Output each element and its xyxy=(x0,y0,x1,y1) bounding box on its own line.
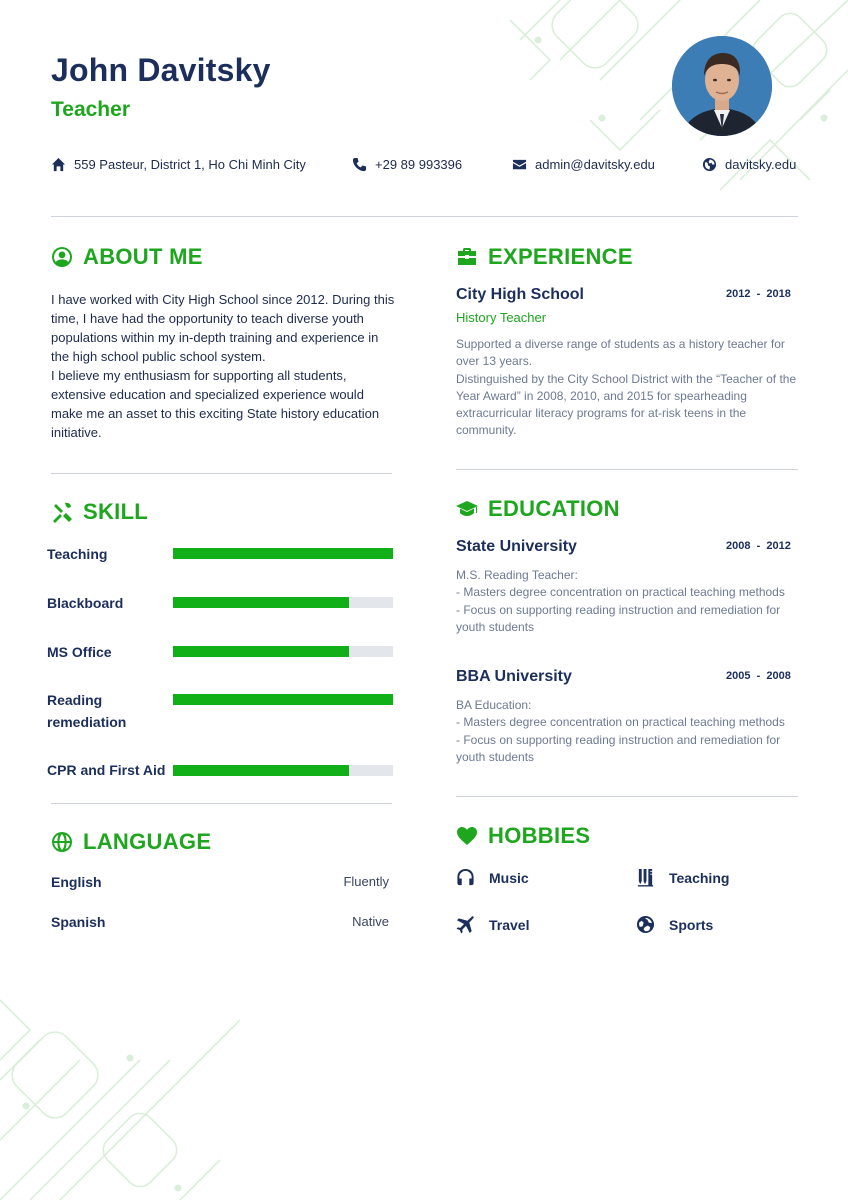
language-name: Spanish xyxy=(51,914,106,930)
skill-title: SKILL xyxy=(83,499,149,524)
hobbies-title: HOBBIES xyxy=(488,823,591,848)
pencil-ruler-icon xyxy=(636,868,655,887)
language-heading xyxy=(51,829,211,855)
skill-label: CPR and First Aid xyxy=(47,762,166,778)
heart-icon xyxy=(456,825,478,847)
hobby-item xyxy=(636,868,729,887)
contact-website[interactable] xyxy=(702,157,796,172)
briefcase-icon xyxy=(456,246,478,268)
education-divider xyxy=(456,796,798,797)
headphones-icon xyxy=(456,868,475,887)
plane-icon xyxy=(456,915,475,934)
education-school: BBA University xyxy=(456,668,572,685)
skill-divider xyxy=(51,803,392,804)
experience-heading xyxy=(456,244,633,270)
person-name: John Davitsky xyxy=(51,52,271,88)
skill-label: MS Office xyxy=(47,644,112,660)
about-heading xyxy=(51,244,203,270)
experience-description: Supported a diverse range of students as a history teacher for over 13 years. Distinguished by the City School District with the “Teacher of the Year Award” in 2008, 2010, and 2015 for spearheading extracurricular literacy programs for at-risk teens in the community. xyxy=(456,337,797,438)
education-years: 2008 - 2012 xyxy=(726,540,791,552)
hobby-label: Sports xyxy=(669,916,714,933)
language-item xyxy=(51,914,389,934)
experience-role: History Teacher xyxy=(456,310,547,325)
education-school: State University xyxy=(456,538,577,555)
education-heading xyxy=(456,496,620,522)
experience-employer: City High School xyxy=(456,286,584,303)
contact-phone[interactable] xyxy=(352,157,462,172)
language-name: English xyxy=(51,874,102,890)
language-title: LANGUAGE xyxy=(83,829,212,854)
contact-email[interactable] xyxy=(512,157,655,172)
header-divider xyxy=(51,216,798,217)
hobby-item xyxy=(636,915,713,934)
hobby-item xyxy=(456,868,529,887)
skill-bar-fill xyxy=(173,597,349,608)
profile-photo xyxy=(672,36,772,136)
skill-bar xyxy=(173,646,393,657)
hobby-label: Teaching xyxy=(669,869,730,886)
skill-bar xyxy=(173,765,393,776)
education-description: M.S. Reading Teacher: - Masters degree concentration on practical teaching methods - Focus on supporting reading instruction and remediation for youth students xyxy=(456,568,785,634)
ball-icon xyxy=(636,915,655,934)
experience-title: EXPERIENCE xyxy=(488,244,633,269)
contact-address xyxy=(51,157,306,172)
education-description: BA Education: - Masters degree concentration on practical teaching methods - Focus on supporting reading instruction and remediation for youth students xyxy=(456,698,785,764)
skill-bar-fill xyxy=(173,646,349,657)
website-text: davitsky.edu xyxy=(725,157,797,172)
home-icon xyxy=(51,157,66,172)
skill-bar xyxy=(173,694,393,705)
skill-label: Teaching xyxy=(47,546,108,562)
skill-bar-fill xyxy=(173,548,393,559)
skill-bar xyxy=(173,548,393,559)
experience-divider xyxy=(456,469,798,470)
about-title: ABOUT ME xyxy=(83,244,203,269)
globe-icon xyxy=(702,157,717,172)
skill-label: Blackboard xyxy=(47,595,124,611)
hobby-label: Travel xyxy=(489,916,530,933)
education-years: 2005 - 2008 xyxy=(726,670,791,682)
language-level: Fluently xyxy=(343,874,389,889)
skill-bar-fill xyxy=(173,694,393,705)
hobby-label: Music xyxy=(489,869,529,886)
hobbies-heading xyxy=(456,823,590,849)
skill-heading xyxy=(51,499,148,525)
user-circle-icon xyxy=(51,246,73,268)
phone-text: +29 89 993396 xyxy=(375,157,463,172)
skill-bar xyxy=(173,597,393,608)
tools-icon xyxy=(51,501,73,523)
graduation-cap-icon xyxy=(456,498,478,520)
about-paragraph: I have worked with City High School since 2012. During this time, I have had the opportunity to teach diverse youth populations within my in-depth training and experience in the high school public school system. I believe my enthusiasm for supporting all students, extensive education and specialized experience would make me an asset to this exciting State history education initiative. xyxy=(51,292,395,440)
language-level: Native xyxy=(352,914,389,929)
email-text: admin@davitsky.edu xyxy=(535,157,655,172)
education-title: EDUCATION xyxy=(488,496,620,521)
language-item xyxy=(51,874,389,894)
skill-bar-fill xyxy=(173,765,349,776)
globe-icon xyxy=(51,831,73,853)
experience-years: 2012 - 2018 xyxy=(726,288,791,300)
skill-label: Reading remediation xyxy=(47,692,127,730)
contact-bar xyxy=(51,157,801,179)
address-text: 559 Pasteur, District 1, Ho Chi Minh City xyxy=(74,157,306,172)
hobby-item xyxy=(456,915,529,934)
about-divider xyxy=(51,473,392,474)
phone-icon xyxy=(352,157,367,172)
portrait-illustration xyxy=(672,36,772,136)
envelope-icon xyxy=(512,157,527,172)
job-title: Teacher xyxy=(51,98,130,121)
